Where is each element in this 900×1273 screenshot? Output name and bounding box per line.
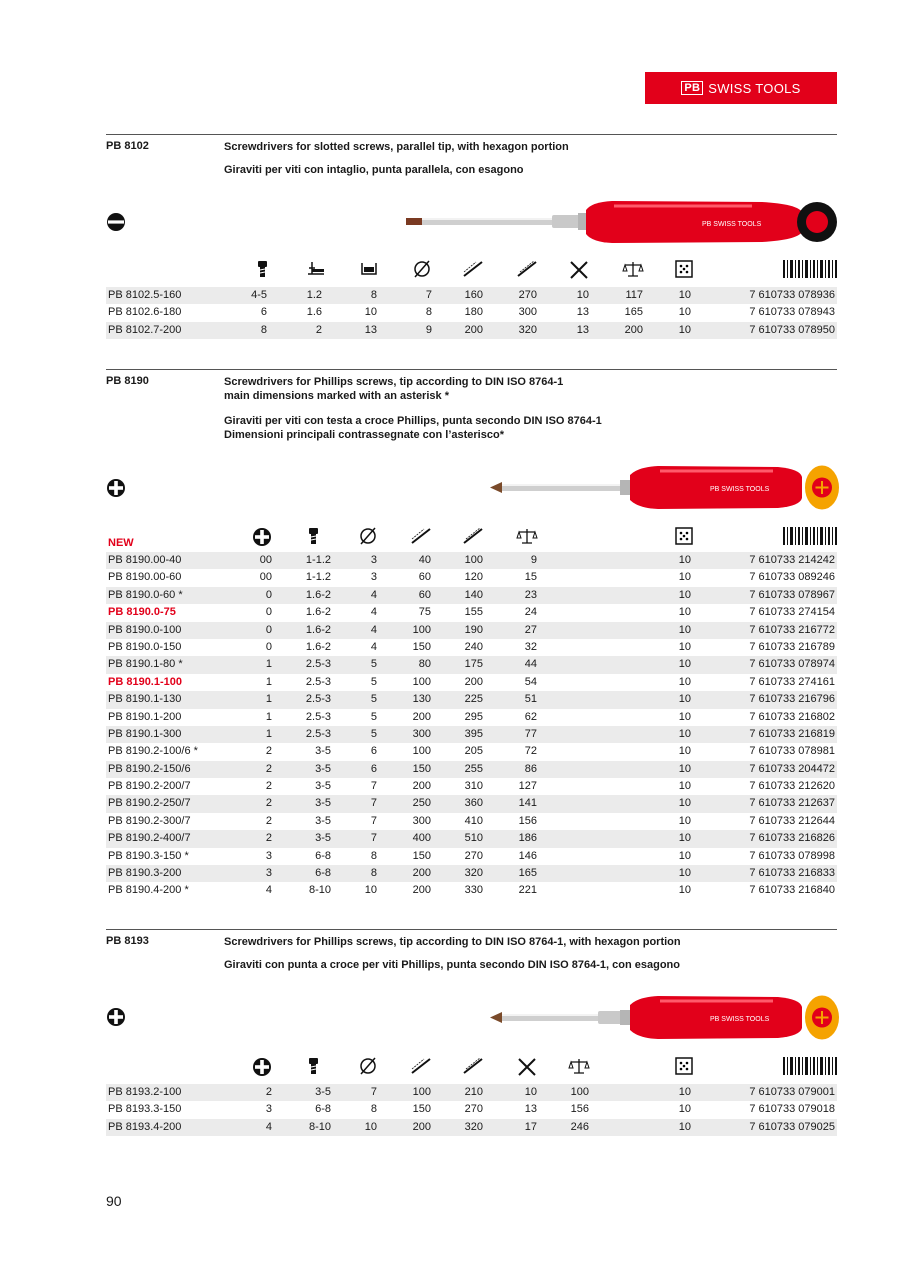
table-row: PB 8190.1-80 * 1 2.5-3 5 80 175 44 10 7 610733 078974 (106, 656, 837, 673)
screwdriver-phillips-hexagon-image (488, 993, 840, 1045)
diameter-icon (358, 527, 378, 545)
barcode-icon (783, 527, 837, 545)
screw-size-icon (305, 1057, 325, 1075)
barcode-icon (783, 1057, 837, 1075)
pack-quantity-icon (675, 527, 693, 545)
column-header-icons (106, 260, 837, 282)
table-row: PB 8193.2-100 2 3-5 7 100 210 10 100 10 7 610733 079001 (106, 1084, 837, 1101)
table-row: PB 8190.3-200 3 6-8 8 200 320 165 10 7 610733 216833 (106, 865, 837, 882)
blade-length-icon (410, 1057, 432, 1075)
barcode-icon (783, 260, 837, 278)
section-pb-8190 (106, 369, 837, 904)
blade-length-icon (462, 260, 484, 278)
handle-brand-text: PB SWISS TOOLS (710, 486, 770, 493)
table-row: PB 8190.2-300/7 2 3-5 7 300 410 156 10 7 610733 212644 (108, 814, 835, 827)
pack-quantity-icon (675, 260, 693, 278)
page-number: 90 (106, 1193, 122, 1209)
table-row: PB 8193.4-200 4 8-10 10 200 320 17 246 10 7 610733 079025 (106, 1119, 837, 1136)
blade-width-icon (359, 260, 379, 278)
logo-pb-mark: PB (681, 81, 703, 95)
table-row: PB 8190.2-400/7 2 3-5 7 400 510 186 10 7 610733 216826 (106, 830, 837, 847)
table-row: PB 8190.00-60 00 1-1.2 3 60 120 15 10 7 610733 089246 (108, 571, 835, 584)
weight-scale-icon (568, 1057, 590, 1075)
product-code: PB 8102 (106, 140, 149, 152)
table-row: PB 8190.2-250/7 2 3-5 7 250 360 141 10 7 610733 212637 (106, 795, 837, 812)
title-english: Screwdrivers for Phillips screws, tip according to DIN ISO 8764-1 (224, 376, 564, 388)
screw-size-icon (305, 527, 325, 545)
weight-scale-icon (622, 260, 644, 278)
table-row: PB 8190.4-200 * 4 8-10 10 200 330 221 10 7 610733 216840 (108, 884, 835, 897)
diameter-icon (412, 260, 432, 278)
product-code: PB 8193 (106, 935, 149, 947)
product-table (106, 1084, 837, 1136)
section-divider (106, 134, 837, 135)
table-row: PB 8190.1-300 1 2.5-3 5 300 395 77 10 7 610733 216819 (106, 726, 837, 743)
section-pb-8102 (106, 134, 837, 344)
phillips-size-icon (252, 527, 272, 547)
hexagon-wrench-icon (516, 1057, 538, 1077)
table-row: PB 8190.00-40 00 1-1.2 3 40 100 9 10 7 610733 214242 (106, 552, 837, 569)
hexagon-wrench-icon (568, 260, 590, 280)
section-divider (106, 369, 837, 370)
product-code: PB 8190 (106, 375, 149, 387)
table-row: PB 8193.3-150 3 6-8 8 150 270 13 156 10 7 610733 079018 (108, 1103, 835, 1116)
table-row: PB 8190.0-100 0 1.6-2 4 100 190 27 10 7 610733 216772 (106, 622, 837, 639)
screwdriver-slotted-image (402, 198, 842, 248)
handle-brand-text: PB SWISS TOOLS (710, 1016, 770, 1023)
table-row: PB 8190.2-100/6 * 2 3-5 6 100 205 72 10 7 610733 078981 (108, 745, 835, 758)
title-italian-note: Dimensioni principali contrassegnate con l’asterisco* (224, 429, 504, 441)
table-row: PB 8190.1-100 1 2.5-3 5 100 200 54 10 7 610733 274161 (108, 675, 835, 688)
total-length-icon (462, 527, 484, 545)
title-italian: Giraviti per viti con intaglio, punta parallela, con esagono (224, 164, 524, 176)
phillips-tip-icon (106, 1007, 126, 1027)
handle-brand-text: PB SWISS TOOLS (702, 221, 762, 228)
table-row: PB 8190.2-200/7 2 3-5 7 200 310 127 10 7 610733 212620 (108, 780, 835, 793)
table-row: PB 8190.2-150/6 2 3-5 6 150 255 86 10 7 610733 204472 (106, 761, 837, 778)
title-italian: Giraviti per viti con testa a croce Phillips, punta secondo DIN ISO 8764-1 (224, 415, 602, 427)
table-row: PB 8190.1-130 1 2.5-3 5 130 225 51 10 7 610733 216796 (106, 691, 837, 708)
table-row: PB 8190.0-75 0 1.6-2 4 75 155 24 10 7 610733 274154 (108, 606, 835, 619)
blade-length-icon (410, 527, 432, 545)
diameter-icon (358, 1057, 378, 1075)
title-italian: Giraviti con punta a croce per viti Phillips, punta secondo DIN ISO 8764-1, con esagono (224, 959, 680, 971)
blade-thickness-icon (306, 260, 326, 278)
column-header-icons (106, 1057, 837, 1079)
title-english-note: main dimensions marked with an asterisk * (224, 390, 449, 402)
total-length-icon (516, 260, 538, 278)
table-row: PB 8102.6-180 6 1.6 10 8 180 300 13 165 10 7 610733 078943 (108, 306, 835, 319)
table-row: PB 8102.7-200 8 2 13 9 200 320 13 200 10 7 610733 078950 (106, 322, 837, 339)
title-english: Screwdrivers for slotted screws, parallel tip, with hexagon portion (224, 141, 569, 153)
pb-swiss-tools-logo (645, 72, 837, 104)
section-pb-8193 (106, 929, 837, 1139)
table-row: PB 8190.3-150 * 3 6-8 8 150 270 146 10 7 610733 078998 (108, 849, 835, 862)
title-english: Screwdrivers for Phillips screws, tip according to DIN ISO 8764-1, with hexagon portion (224, 936, 681, 948)
slotted-tip-icon (106, 212, 126, 232)
phillips-size-icon (252, 1057, 272, 1077)
column-header-icons (106, 527, 837, 549)
pack-quantity-icon (675, 1057, 693, 1075)
product-table (106, 552, 837, 900)
table-row: PB 8190.0-150 0 1.6-2 4 150 240 32 10 7 610733 216789 (108, 640, 835, 653)
total-length-icon (462, 1057, 484, 1075)
logo-text: SWISS TOOLS (708, 80, 801, 96)
table-row: PB 8190.1-200 1 2.5-3 5 200 295 62 10 7 610733 216802 (108, 710, 835, 723)
screw-size-icon (254, 260, 274, 278)
screwdriver-phillips-image (488, 463, 840, 515)
phillips-tip-icon (106, 478, 126, 498)
new-badge: NEW (108, 537, 134, 549)
weight-scale-icon (516, 527, 538, 545)
section-divider (106, 929, 837, 930)
table-row: PB 8190.0-60 * 0 1.6-2 4 60 140 23 10 7 610733 078967 (106, 587, 837, 604)
table-row: PB 8102.5-160 4-5 1.2 8 7 160 270 10 117 10 7 610733 078936 (106, 287, 837, 304)
product-table (106, 287, 837, 339)
